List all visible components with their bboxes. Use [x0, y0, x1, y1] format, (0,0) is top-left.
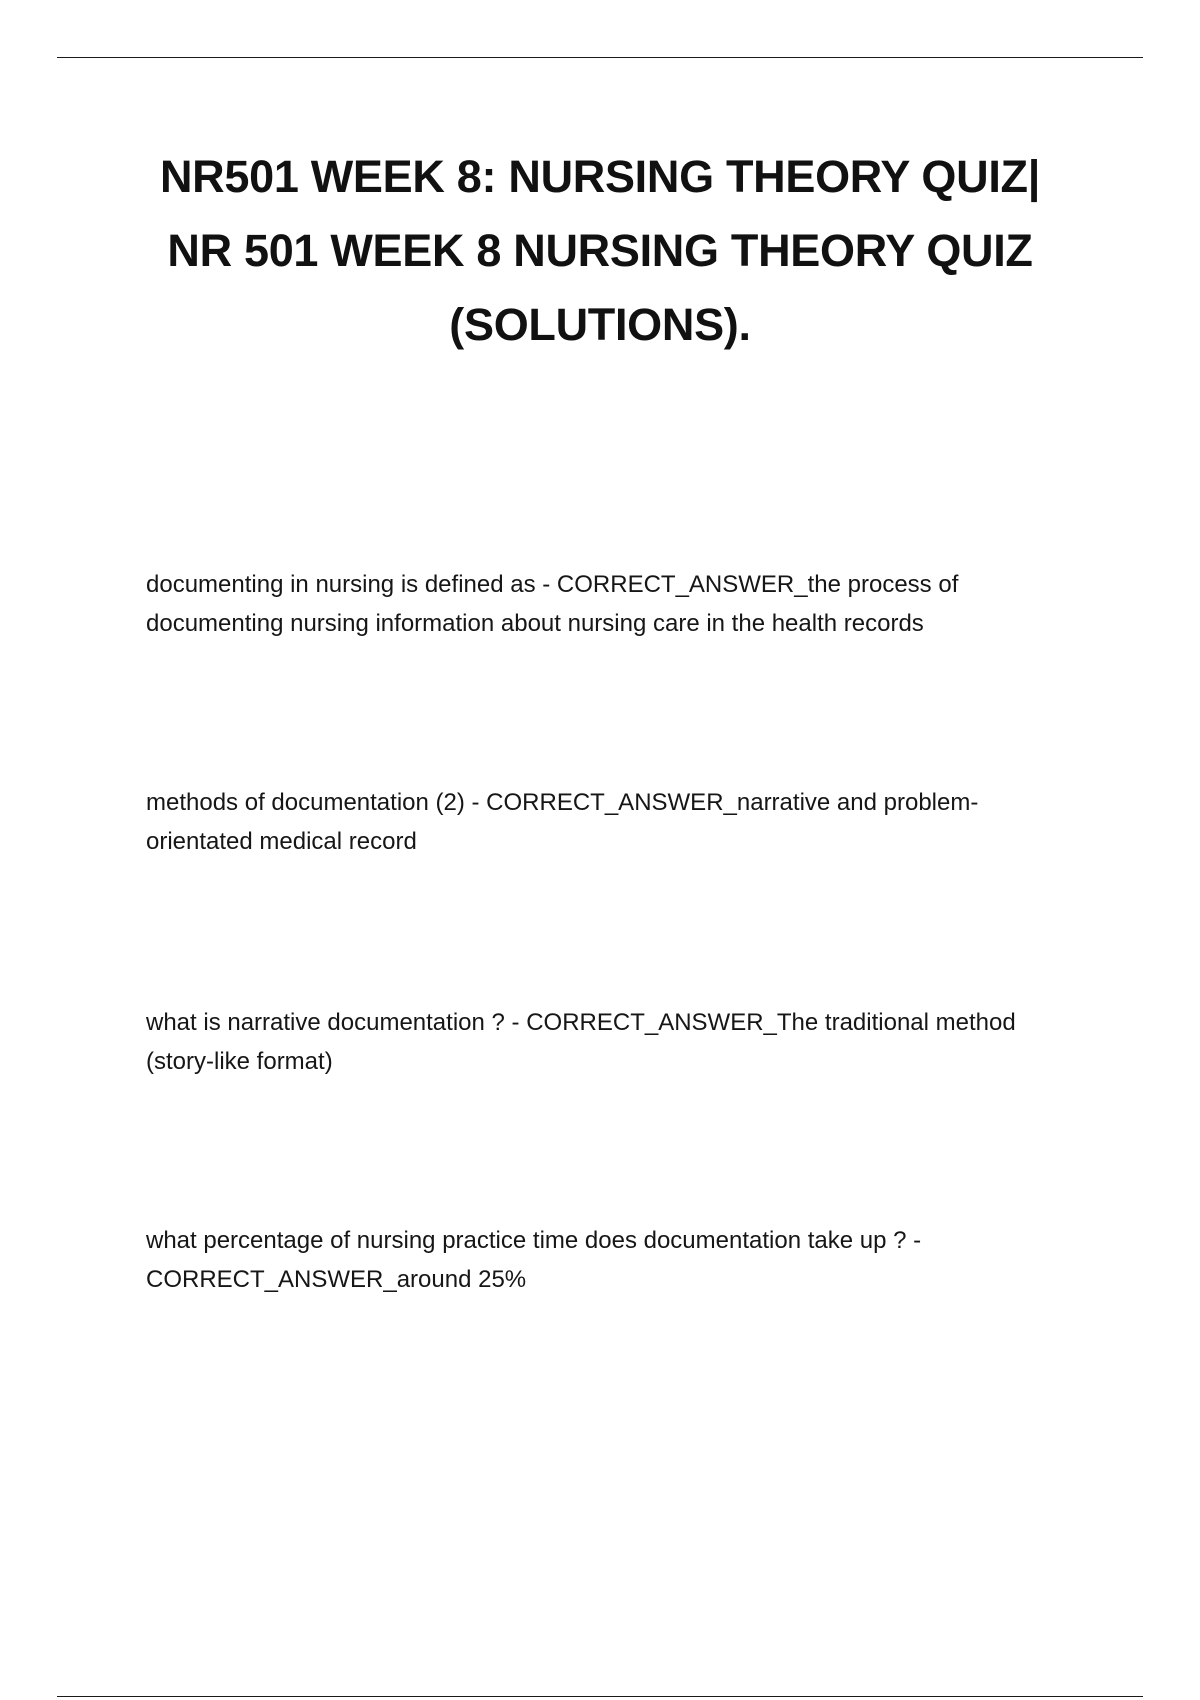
qa-line: (story-like format) — [146, 1048, 333, 1075]
qa-item — [146, 783, 1086, 861]
top-rule — [57, 57, 1143, 58]
qa-line: what percentage of nursing practice time does documentation take up ? - — [146, 1227, 922, 1254]
bottom-rule — [57, 1696, 1143, 1697]
title-line-3: (SOLUTIONS). — [449, 299, 751, 350]
qa-line: CORRECT_ANSWER_around 25% — [146, 1266, 527, 1293]
qa-item — [146, 1003, 1086, 1081]
title-line-2: NR 501 WEEK 8 NURSING THEORY QUIZ — [167, 225, 1033, 276]
title-line-1: NR501 WEEK 8: NURSING THEORY QUIZ| — [159, 151, 1041, 202]
qa-line: methods of documentation (2) - CORRECT_ANSWER_narrative and problem- — [146, 789, 979, 816]
qa-line: what is narrative documentation ? - CORRECT_ANSWER_The traditional method — [146, 1009, 1016, 1036]
qa-line: documenting nursing information about nursing care in the health records — [146, 610, 924, 637]
qa-item — [146, 1221, 1086, 1299]
qa-line: orientated medical record — [146, 828, 417, 855]
qa-line: documenting in nursing is defined as - CORRECT_ANSWER_the process of — [146, 571, 959, 598]
document-title — [100, 140, 1100, 362]
qa-item — [146, 565, 1086, 643]
